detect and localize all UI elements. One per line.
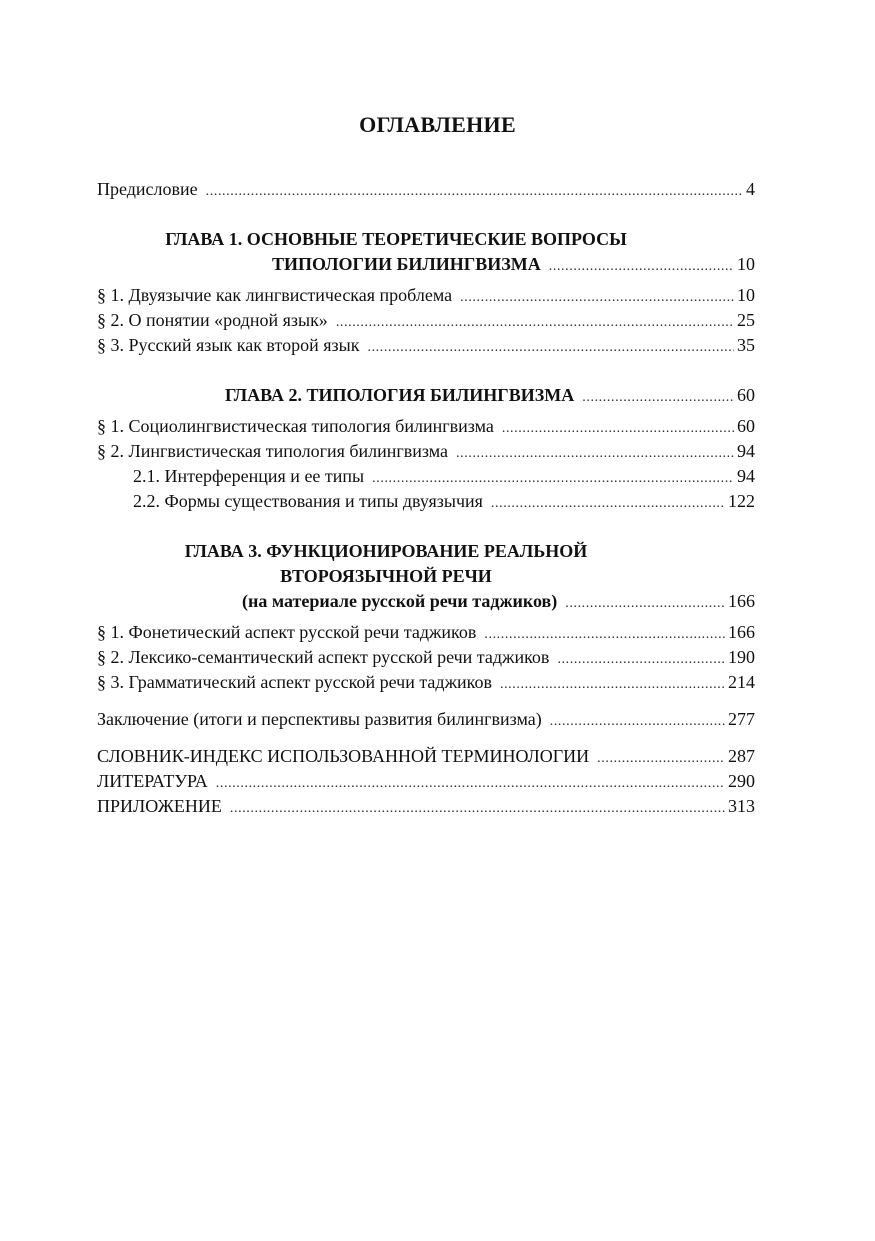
dot-leader xyxy=(502,416,734,441)
chapter3-title-line1: ГЛАВА 3. ФУНКЦИОНИРОВАНИЕ РЕАЛЬНОЙ xyxy=(184,541,588,561)
chapter2-title: ГЛАВА 2. ТИПОЛОГИЯ БИЛИНГВИЗМА xyxy=(225,385,575,405)
toc-entry-literature[interactable] xyxy=(97,769,755,794)
toc-page-number: 190 xyxy=(728,647,755,667)
dot-leader xyxy=(582,385,734,410)
toc-entry-label: § 3. Русский язык как второй язык xyxy=(97,335,360,355)
toc-entry-label: ПРИЛОЖЕНИЕ xyxy=(97,796,222,816)
toc-entry-label: 2.2. Формы существования и типы двуязычия xyxy=(133,491,483,511)
toc-entry-label: § 1. Фонетический аспект русской речи таджиков xyxy=(97,622,477,642)
toc-page-number: 166 xyxy=(728,591,755,611)
dot-leader xyxy=(500,672,725,697)
toc-entry-appendix[interactable] xyxy=(97,794,755,819)
toc-page-number: 35 xyxy=(737,335,755,355)
toc-page-number: 10 xyxy=(737,254,755,274)
dot-leader xyxy=(206,179,743,204)
dot-leader xyxy=(456,441,734,466)
toc-entry-ch1-sec2[interactable] xyxy=(97,308,755,333)
toc-page-number: 290 xyxy=(728,771,755,791)
dot-leader xyxy=(597,746,725,771)
toc-page-number: 313 xyxy=(728,796,755,816)
dot-leader xyxy=(484,622,725,647)
toc-entry-label: § 3. Грамматический аспект русской речи таджиков xyxy=(97,672,492,692)
toc-entry-label: § 2. Лингвистическая типология билингвизма xyxy=(97,441,449,461)
dot-leader xyxy=(565,591,725,616)
toc-page-number: 25 xyxy=(737,310,755,330)
chapter1-title-line1: ГЛАВА 1. ОСНОВНЫЕ ТЕОРЕТИЧЕСКИЕ ВОПРОСЫ xyxy=(165,229,627,249)
toc-entry-ch3-sec1[interactable] xyxy=(97,620,755,645)
toc-entry-label: Заключение (итоги и перспективы развития билингвизма) xyxy=(97,709,542,729)
toc-entry-ch2-sec1[interactable] xyxy=(97,414,755,439)
toc-entry-ch2-sub2[interactable] xyxy=(97,489,755,514)
toc-entry-conclusion[interactable] xyxy=(97,707,755,732)
toc-entry-ch1-sec1[interactable] xyxy=(97,283,755,308)
toc-page-number: 277 xyxy=(728,709,755,729)
toc-entry-label: § 1. Социолингвистическая типология билингвизма xyxy=(97,416,494,436)
chapter1-title-line2: ТИПОЛОГИИ БИЛИНГВИЗМА xyxy=(272,254,541,274)
dot-leader xyxy=(367,335,734,360)
toc-entry-chapter2[interactable] xyxy=(97,383,755,408)
toc-entry-ch2-sec2[interactable] xyxy=(97,439,755,464)
dot-leader xyxy=(372,466,734,491)
toc-entry-chapter1[interactable] xyxy=(97,252,755,277)
toc-page-number: 94 xyxy=(737,466,755,486)
dot-leader xyxy=(557,647,725,672)
toc-page-number: 60 xyxy=(737,385,755,405)
toc-entry-label: § 1. Двуязычие как лингвистическая проблема xyxy=(97,285,453,305)
toc-entry-chapter3[interactable] xyxy=(97,589,755,614)
toc-page-number: 94 xyxy=(737,441,755,461)
page-title: ОГЛАВЛЕНИЕ xyxy=(359,112,516,137)
toc-entry-label: ЛИТЕРАТУРА xyxy=(97,771,208,791)
dot-leader xyxy=(216,771,725,796)
toc-entry-label: 2.1. Интерференция и ее типы xyxy=(133,466,365,486)
dot-leader xyxy=(336,310,734,335)
toc-page-number: 214 xyxy=(728,672,755,692)
dot-leader xyxy=(491,491,725,516)
table-of-contents xyxy=(97,177,755,819)
toc-page-number: 10 xyxy=(737,285,755,305)
toc-entry-ch3-sec2[interactable] xyxy=(97,645,755,670)
toc-page-number: 287 xyxy=(728,746,755,766)
toc-entry-label: § 2. Лексико-семантический аспект русской речи таджиков xyxy=(97,647,550,667)
toc-page-number: 122 xyxy=(728,491,755,511)
toc-entry-preface[interactable] xyxy=(97,177,755,202)
toc-entry-label: § 2. О понятии «родной язык» xyxy=(97,310,328,330)
toc-entry-glossary[interactable] xyxy=(97,744,755,769)
toc-entry-ch1-sec3[interactable] xyxy=(97,333,755,358)
toc-entry-ch3-sec3[interactable] xyxy=(97,670,755,695)
dot-leader xyxy=(230,796,725,821)
chapter3-title-line2: ВТОРОЯЗЫЧНОЙ РЕЧИ xyxy=(280,566,492,586)
dot-leader xyxy=(550,709,725,734)
toc-entry-label: СЛОВНИК-ИНДЕКС ИСПОЛЬЗОВАННОЙ ТЕРМИНОЛОГИИ xyxy=(97,746,590,766)
toc-page-number: 60 xyxy=(737,416,755,436)
toc-page-number: 166 xyxy=(728,622,755,642)
dot-leader xyxy=(460,285,734,310)
chapter3-title-line3: (на материале русской речи таджиков) xyxy=(242,591,558,611)
dot-leader xyxy=(549,254,734,279)
toc-entry-ch2-sub1[interactable] xyxy=(97,464,755,489)
toc-entry-label: Предисловие xyxy=(97,179,198,199)
toc-page-number: 4 xyxy=(746,179,755,199)
